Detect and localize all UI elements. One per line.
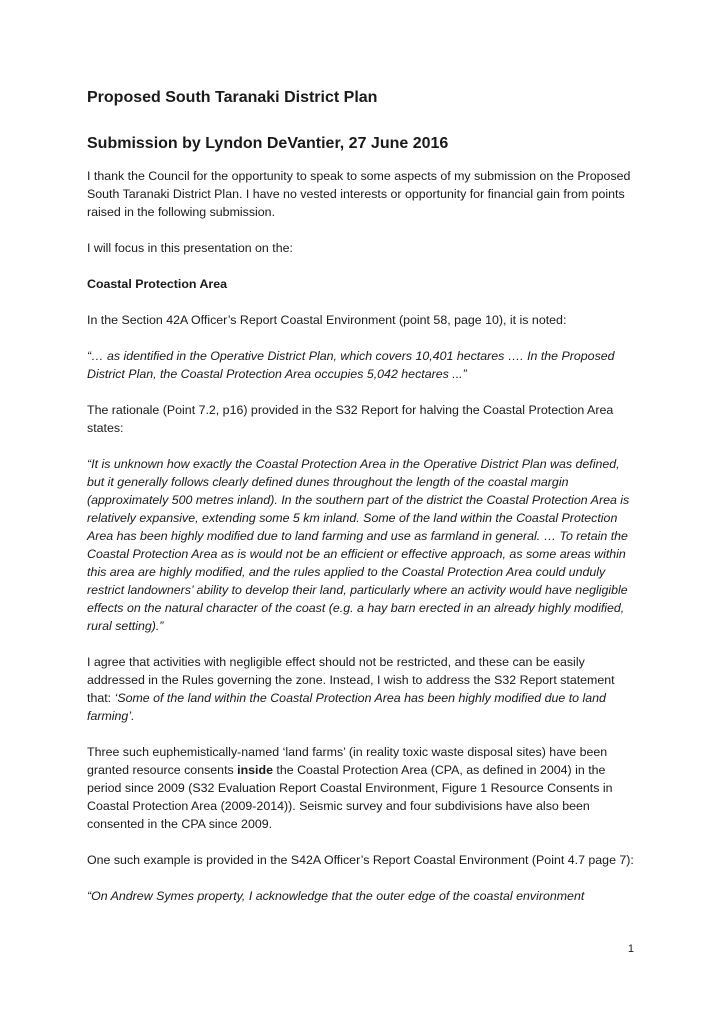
landfarms-paragraph — [87, 743, 637, 833]
section-heading: Coastal Protection Area — [87, 277, 228, 291]
officer-report-paragraph: In the Section 42A Officer’s Report Coastal Environment (point 58, page 10), it is noted: — [87, 313, 567, 327]
landfarms-text-start: Three such euphemistically-named ‘land farms’ (in reality toxic waste disposal sites) have been granted resource consents — [87, 745, 608, 777]
hectares-quote: “… as identified in the Operative District Plan, which covers 10,401 hectares …. In the Proposed District Plan, the Coastal Protection Area occupies 5,042 hectares ...” — [87, 349, 615, 381]
intro-paragraph: I thank the Council for the opportunity to speak to some aspects of my submission on the Proposed South Taranaki District Plan. I have no vested interests or opportunity for financial gain from points raised in the following submission. — [87, 169, 631, 219]
document-subtitle: Submission by Lyndon DeVantier, 27 June 2016 — [87, 135, 449, 152]
rationale-paragraph: The rationale (Point 7.2, p16) provided in the S32 Report for halving the Coastal Protection Area states: — [87, 403, 614, 435]
document-title: Proposed South Taranaki District Plan — [87, 89, 378, 106]
agree-quote: ‘Some of the land within the Coastal Protection Area has been highly modified due to land farming’. — [87, 691, 606, 723]
landfarms-emphasis: inside — [237, 763, 273, 777]
agree-text: I agree that activities with negligible effect should not be restricted, and these can be easily addressed in the Rules governing the zone. Instead, I wish to address the S32 Report statement that: — [87, 655, 615, 705]
symes-quote: “On Andrew Symes property, I acknowledge that the outer edge of the coastal environment — [87, 889, 585, 903]
example-paragraph: One such example is provided in the S42A Officer’s Report Coastal Environment (Point 4.7 page 7): — [87, 853, 634, 867]
focus-paragraph: I will focus in this presentation on the: — [87, 241, 293, 255]
landfarms-text-end: the Coastal Protection Area (CPA, as defined in 2004) in the period since 2009 (S32 Evaluation Report Coastal Environment, Figure 1 Resource Consents in Coastal Protection Area (2009-2014)). Seismic survey and four subdivisions have also been consented in the CPA since 2009. — [87, 763, 613, 831]
document-page — [87, 88, 637, 923]
page-number: 1 — [627, 943, 634, 955]
rationale-quote: “It is unknown how exactly the Coastal Protection Area in the Operative District Plan was defined, but it generally follows clearly defined dunes throughout the length of the coastal margin (approximately 500 metres inland). In the southern part of the district the Coastal Protection Area is relatively expansive, extending some 5 km inland. Some of the land within the Coastal Protection Area has been highly modified due to land farming and use as farmland in general. … To retain the Coastal Protection Area as is would not be an efficient or effective approach, as some areas within this area are highly modified, and the rules applied to the Coastal Protection Area could unduly restrict landowners’ ability to develop their land, particularly where an activity would have negligible effects on the natural character of the coast (e.g. a hay barn erected in an already highly modified, rural setting).” — [87, 457, 630, 633]
agree-paragraph — [87, 653, 637, 725]
